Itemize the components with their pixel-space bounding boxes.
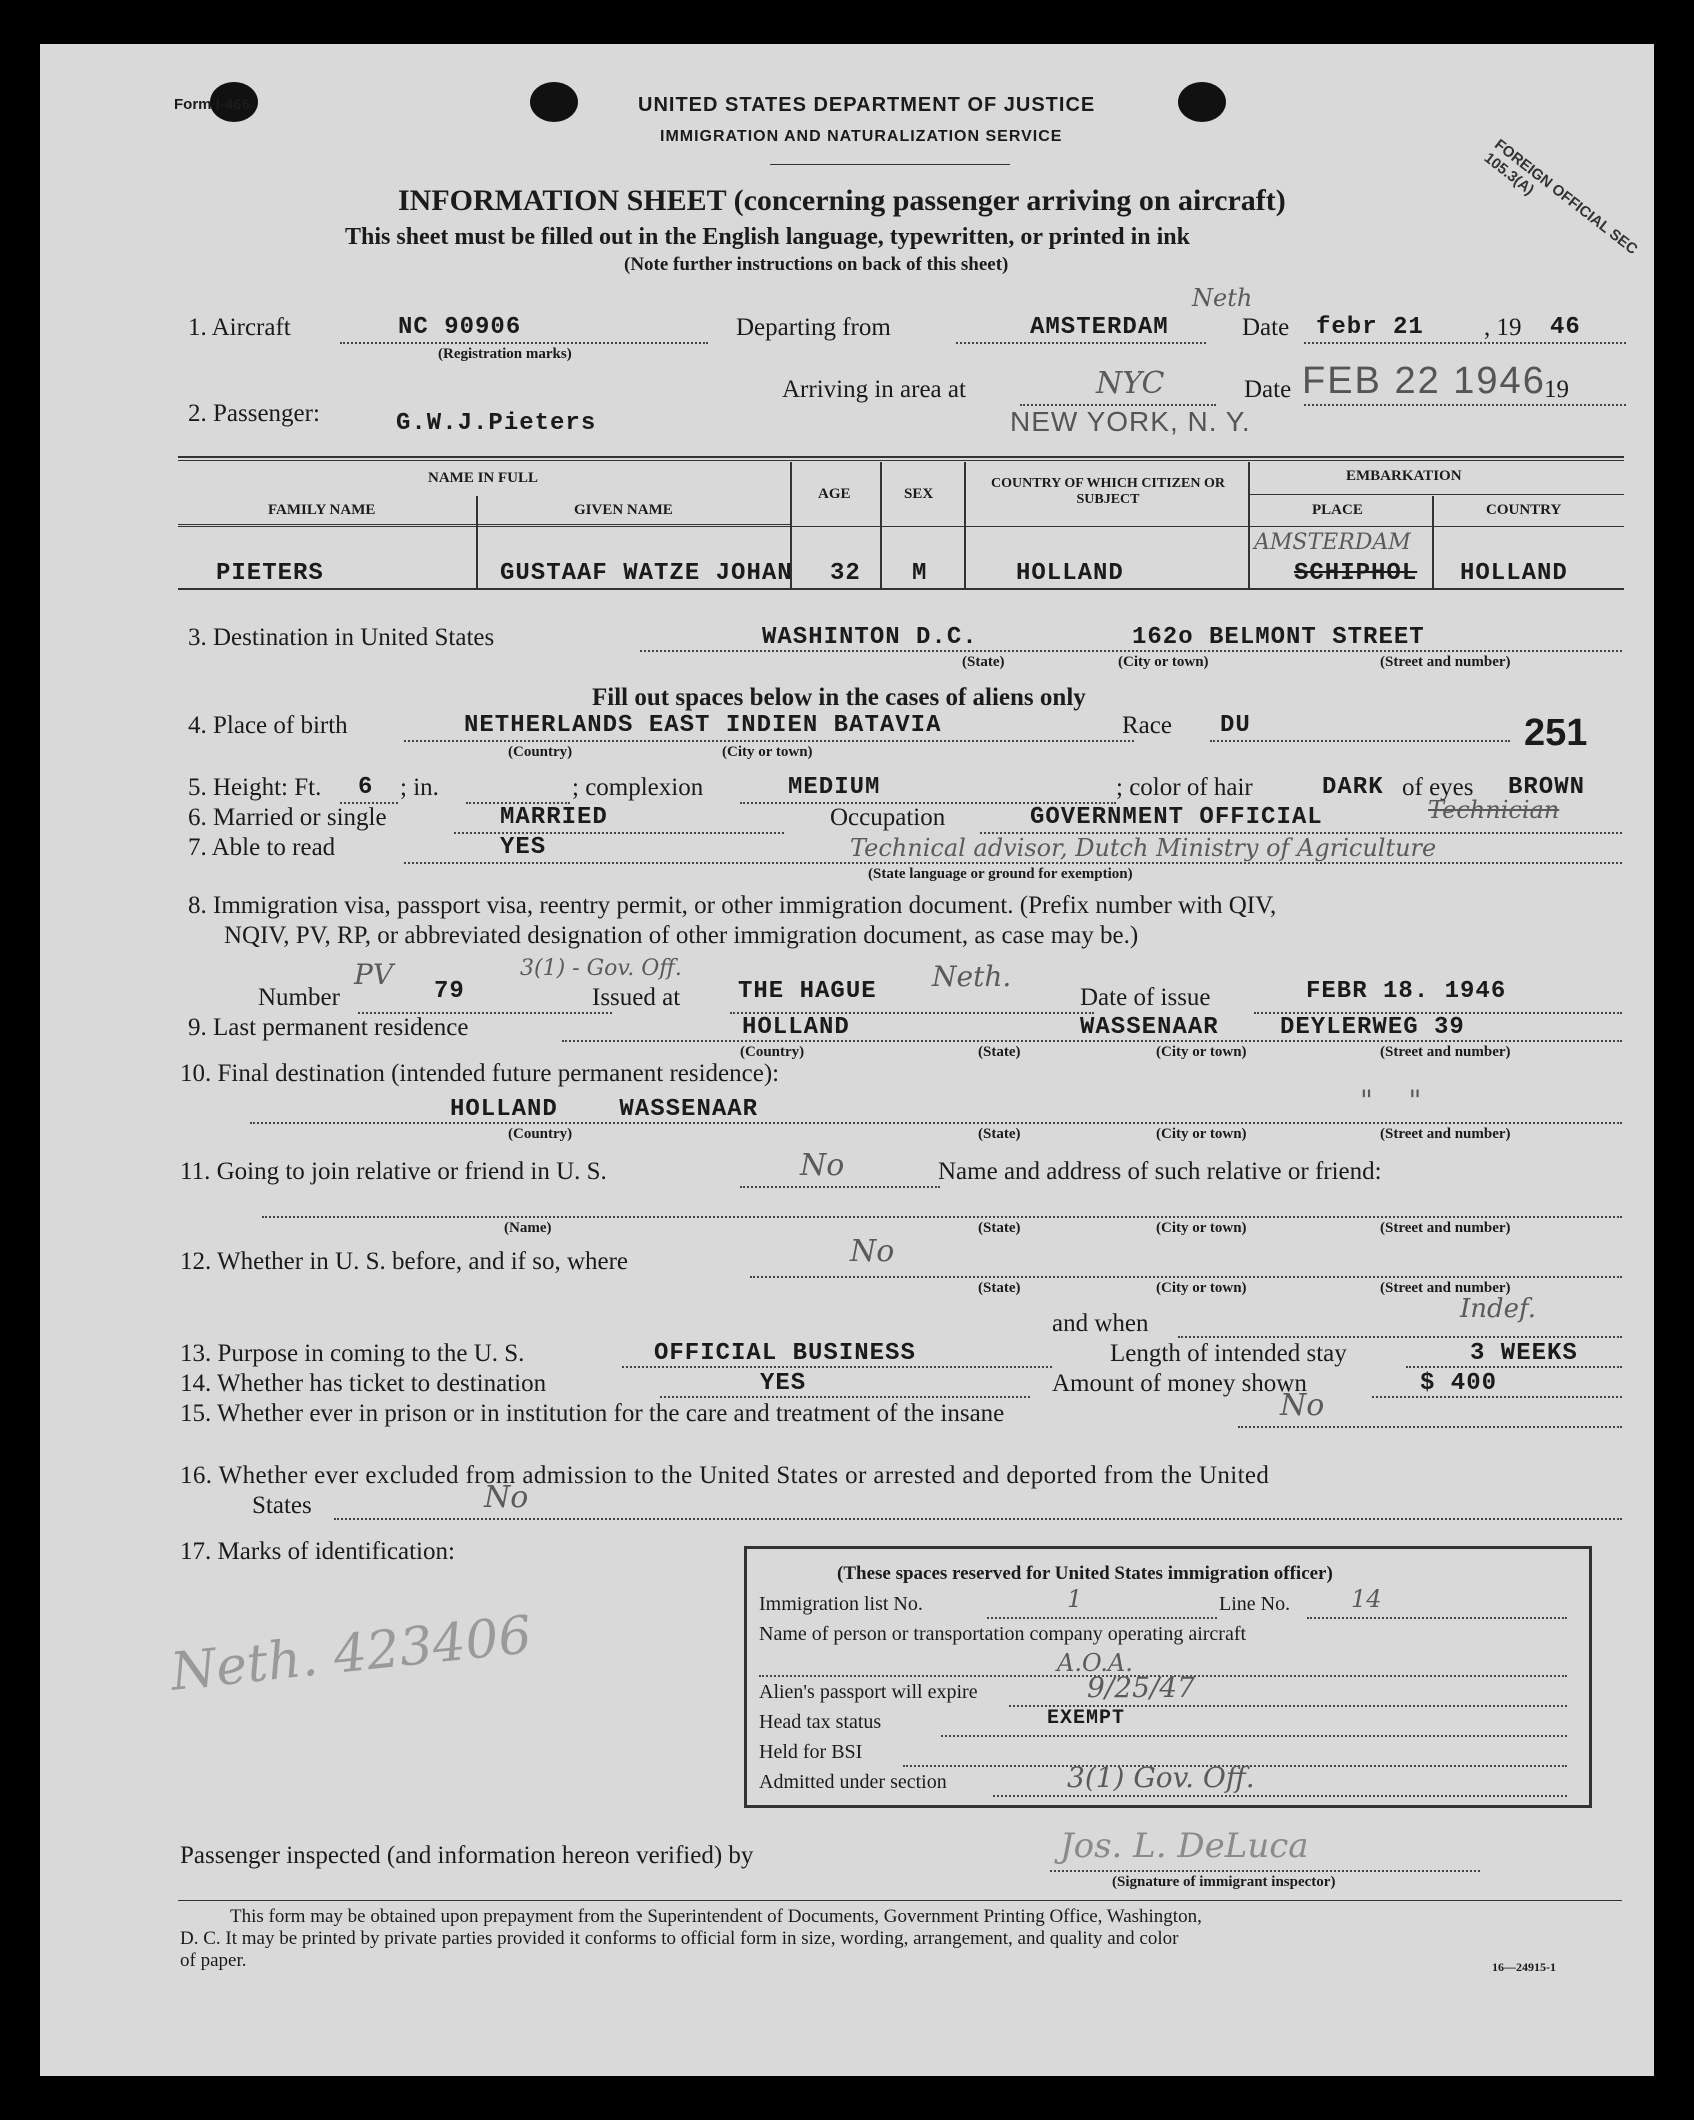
race-line <box>1210 740 1510 742</box>
arriving-hand: NYC <box>1096 366 1165 401</box>
section-line <box>993 1795 1567 1797</box>
read-value: YES <box>500 834 547 861</box>
service: IMMIGRATION AND NATURALIZATION SERVICE <box>660 128 1063 145</box>
company-label: Name of person or transportation company operating aircraft <box>759 1623 1247 1645</box>
footer-line3: of paper. <box>180 1950 247 1971</box>
information-sheet <box>40 44 1654 2076</box>
table-bottom-border <box>178 588 1624 590</box>
arrival-date-stamp: FEB 22 1946 <box>1302 360 1546 402</box>
agency: UNITED STATES DEPARTMENT OF JUSTICE <box>638 94 1096 116</box>
section-label: Admitted under section <box>759 1771 947 1793</box>
destination-street: 162o BELMONT STREET <box>1132 624 1425 651</box>
married-label: 6. Married or single <box>188 804 387 831</box>
subtitle: This sheet must be filled out in the English language, typewritten, or printed in ink <box>345 224 1190 250</box>
table-column-divider <box>1432 496 1434 588</box>
excluded-value: No <box>484 1480 529 1515</box>
birth-label: 4. Place of birth <box>188 712 348 739</box>
height-label: 5. Height: Ft. <box>188 774 322 801</box>
race-value: DU <box>1220 712 1251 739</box>
sex-header: SEX <box>904 486 934 502</box>
arrival-year-prefix: 19 <box>1544 376 1569 403</box>
table-subheader-border <box>178 524 790 525</box>
issued-value: THE HAGUE <box>738 978 877 1005</box>
occupation-hand: Technician <box>1428 796 1560 824</box>
marks-label: 17. Marks of identification: <box>180 1538 455 1565</box>
officer-box <box>744 1546 1592 1808</box>
caption-country: (Country) <box>508 744 573 760</box>
form-id: Form I-466 <box>174 96 250 113</box>
tax-label: Head tax status <box>759 1711 882 1733</box>
ticket-value: YES <box>760 1370 807 1397</box>
race-label: Race <box>1122 712 1172 739</box>
caption-state: (State) <box>978 1044 1021 1060</box>
residence-city: WASSENAAR <box>1080 1014 1219 1041</box>
caption-country: (Country) <box>508 1126 573 1142</box>
hair-label: ; color of hair <box>1116 774 1253 801</box>
number-hand2: 3(1) - Gov. Off. <box>520 956 682 981</box>
before-label: 12. Whether in U. S. before, and if so, where <box>180 1248 629 1275</box>
line-value: 14 <box>1351 1585 1382 1613</box>
table-column-divider <box>1248 462 1250 588</box>
year-prefix: , 19 <box>1484 314 1522 341</box>
relative-address-line <box>262 1216 1622 1218</box>
number-hand: PV <box>354 958 394 991</box>
line-label: Line No. <box>1219 1593 1291 1615</box>
embarkation-header: EMBARKATION <box>1346 468 1462 484</box>
excluded-label-line2: States <box>252 1492 312 1519</box>
money-label: Amount of money shown <box>1052 1370 1307 1397</box>
caption-street: (Street and number) <box>1380 1280 1511 1296</box>
family-name-header: FAMILY NAME <box>268 502 376 518</box>
footer-code: 16—24915-1 <box>1492 1960 1556 1974</box>
residence-street: DEYLERWEG 39 <box>1280 1014 1465 1041</box>
birth-value: NETHERLANDS EAST INDIEN BATAVIA <box>464 712 942 739</box>
issue-date-value: FEBR 18. 1946 <box>1306 978 1507 1005</box>
caption-city: (City or town) <box>722 744 813 760</box>
when-line <box>1178 1336 1622 1338</box>
caption-street: (Street and number) <box>1380 1220 1511 1236</box>
arrival-date-line <box>1304 404 1626 406</box>
punch-hole <box>1178 82 1226 122</box>
table-subheader-border <box>1248 494 1624 495</box>
list-value: 1 <box>1067 1585 1083 1613</box>
number-value: 79 <box>434 978 465 1005</box>
caption-state: (State) <box>978 1220 1021 1236</box>
final-destination-label: 10. Final destination (intended future permanent residence): <box>180 1060 780 1087</box>
married-value: MARRIED <box>500 804 608 831</box>
purpose-label: 13. Purpose in coming to the U. S. <box>180 1340 525 1367</box>
caption-state: (State) <box>978 1126 1021 1142</box>
date-value: febr 21 <box>1316 314 1424 341</box>
name-in-full-header: NAME IN FULL <box>428 470 539 486</box>
company-value: A.O.A. <box>1057 1649 1133 1677</box>
race-code: 251 <box>1524 712 1588 754</box>
caption-country: (Country) <box>740 1044 805 1060</box>
officer-heading: (These spaces reserved for United States immigration officer) <box>837 1563 1333 1584</box>
footer-divider <box>178 1900 1622 1901</box>
read-line <box>404 862 1622 864</box>
issue-date-label: Date of issue <box>1080 984 1211 1011</box>
stay-label: Length of intended stay <box>1110 1340 1347 1367</box>
when-label: and when <box>1052 1310 1149 1337</box>
date-line <box>1304 342 1626 344</box>
visa-label-line2: NQIV, PV, RP, or abbreviated designation of other immigration document, as case may be.) <box>224 922 1139 949</box>
visa-label-line1: 8. Immigration visa, passport visa, reentry permit, or other immigration document. (Prefix number with QIV, <box>188 892 1277 919</box>
caption-state: (State) <box>962 654 1005 670</box>
relative-label: 11. Going to join relative or friend in U. S. <box>180 1158 607 1185</box>
eyes-value: BROWN <box>1508 774 1586 801</box>
prison-value: No <box>1280 1388 1325 1423</box>
row-place-hand: AMSTERDAM <box>1254 530 1411 555</box>
row-citizen: HOLLAND <box>1016 560 1124 587</box>
date-label: Date <box>1242 314 1290 341</box>
caption-city: (City or town) <box>1156 1280 1247 1296</box>
punch-hole <box>530 82 578 122</box>
occupation-value: GOVERNMENT OFFICIAL <box>1030 804 1323 831</box>
table-top-border <box>178 460 1624 461</box>
caption-street: (Street and number) <box>1380 654 1511 670</box>
age-header: AGE <box>818 486 851 502</box>
list-label: Immigration list No. <box>759 1593 923 1615</box>
table-column-divider <box>964 462 966 588</box>
row-given-name: GUSTAAF WATZE JOHAN <box>500 560 793 587</box>
row-country: HOLLAND <box>1460 560 1568 587</box>
caption-state: (State) <box>978 1280 1021 1296</box>
destination-state: WASHINTON D.C. <box>762 624 978 651</box>
departing-line <box>956 342 1206 344</box>
signature: Jos. L. DeLuca <box>1060 1826 1309 1866</box>
money-value: $ 400 <box>1420 1370 1498 1397</box>
height-in-label: ; in. <box>400 774 439 801</box>
caption-city: (City or town) <box>1156 1220 1247 1236</box>
reg-caption: (Registration marks) <box>438 346 572 362</box>
table-column-divider <box>476 496 478 588</box>
divider <box>770 164 1010 165</box>
row-family-name: PIETERS <box>216 560 324 587</box>
arriving-label: Arriving in area at <box>782 376 966 403</box>
height-ft: 6 <box>358 774 374 801</box>
passport-value: 9/25/47 <box>1087 1671 1195 1704</box>
row-sex: M <box>912 560 928 587</box>
note: (Note further instructions on back of this sheet) <box>624 254 1009 275</box>
relative-line <box>740 1186 940 1188</box>
excluded-label-line1: 16. Whether ever excluded from admission to the United States or arrested and deported from the United <box>180 1462 1270 1489</box>
tax-line <box>941 1735 1567 1737</box>
complexion-value: MEDIUM <box>788 774 881 801</box>
relative-value: No <box>800 1148 845 1183</box>
before-value: No <box>850 1234 895 1269</box>
residence-country: HOLLAND <box>742 1014 850 1041</box>
read-caption: (State language or ground for exemption) <box>868 866 1133 882</box>
issued-hand: Neth. <box>932 960 1012 993</box>
purpose-value: OFFICIAL BUSINESS <box>654 1340 916 1367</box>
line-no-line <box>1307 1617 1567 1619</box>
aliens-heading: Fill out spaces below in the cases of aliens only <box>592 684 1086 711</box>
prison-label: 15. Whether ever in prison or in institution for the care and treatment of the insane <box>180 1400 1005 1427</box>
arrival-city-stamp: NEW YORK, N. Y. <box>1010 406 1251 437</box>
place-header: PLACE <box>1312 502 1363 518</box>
country-header: COUNTRY <box>1486 502 1562 518</box>
row-place: SCHIPHOL <box>1294 560 1418 587</box>
departing-hand: Neth <box>1192 284 1253 312</box>
table-header-bottom <box>178 526 1624 527</box>
read-hand: Technical advisor, Dutch Ministry of Agriculture <box>850 834 1437 862</box>
stay-value: 3 WEEKS <box>1470 1340 1578 1367</box>
departing-value: AMSTERDAM <box>1030 314 1169 341</box>
signature-line <box>1050 1870 1480 1872</box>
eyes-label: of eyes <box>1402 774 1474 801</box>
excluded-line <box>334 1518 1622 1520</box>
ticket-label: 14. Whether has ticket to destination <box>180 1370 547 1397</box>
section-value: 3(1) Gov. Off. <box>1067 1761 1255 1794</box>
aircraft-line <box>340 342 708 344</box>
caption-city: (City or town) <box>1118 654 1209 670</box>
passport-label: Alien's passport will expire <box>759 1681 978 1703</box>
marks-hand: Neth. 423406 <box>167 1605 535 1703</box>
footer-line1: This form may be obtained upon prepayment from the Superintendent of Documents, Government Printing Office, Washington, <box>230 1906 1202 1927</box>
number-label: Number <box>258 984 340 1011</box>
arrival-date-label: Date <box>1244 376 1292 403</box>
occupation-label: Occupation <box>830 804 946 831</box>
departing-label: Departing from <box>736 314 891 341</box>
foreign-official-stamp: FOREIGN OFFICIAL SEC 105.3(A) <box>1480 136 1641 259</box>
destination-label: 3. Destination in United States <box>188 624 495 651</box>
list-line <box>987 1617 1217 1619</box>
when-hand: Indef. <box>1460 1294 1537 1324</box>
bsi-label: Held for BSI <box>759 1741 863 1763</box>
page-title: INFORMATION SHEET (concerning passenger arriving on aircraft) <box>398 184 1286 217</box>
row-age: 32 <box>830 560 861 587</box>
issued-label: Issued at <box>592 984 681 1011</box>
hair-value: DARK <box>1322 774 1384 801</box>
citizen-header: COUNTRY OF WHICH CITIZEN OR SUBJECT <box>991 476 1225 507</box>
prison-line <box>1238 1426 1622 1428</box>
caption-city: (City or town) <box>1156 1126 1247 1142</box>
caption-city: (City or town) <box>1156 1044 1247 1060</box>
aircraft-label: 1. Aircraft <box>188 314 291 341</box>
final-destination-value: HOLLAND WASSENAAR <box>450 1096 759 1123</box>
before-line <box>750 1276 1622 1278</box>
passenger-label: 2. Passenger: <box>188 400 320 427</box>
inspected-label: Passenger inspected (and information hereon verified) by <box>180 1842 754 1869</box>
final-destination-ditto: " " <box>1360 1084 1422 1117</box>
table-top-border <box>178 456 1624 458</box>
passenger-value: G.W.J.Pieters <box>396 410 597 437</box>
year-value: 46 <box>1550 314 1581 341</box>
given-name-header: GIVEN NAME <box>574 502 673 518</box>
relative-name-label: Name and address of such relative or friend: <box>938 1158 1382 1185</box>
table-column-divider <box>880 462 882 588</box>
aircraft-value: NC 90906 <box>398 314 522 341</box>
caption-street: (Street and number) <box>1380 1126 1511 1142</box>
signature-caption: (Signature of immigrant inspector) <box>1112 1874 1336 1890</box>
caption-name: (Name) <box>504 1220 552 1236</box>
birth-line <box>404 740 1134 742</box>
footer-line2: D. C. It may be printed by private parties provided it conforms to official form in size, wording, arrangement, and quality and color <box>180 1928 1179 1949</box>
tax-value: EXEMPT <box>1047 1707 1126 1730</box>
read-label: 7. Able to read <box>188 834 336 861</box>
caption-street: (Street and number) <box>1380 1044 1511 1060</box>
ticket-line <box>660 1396 1030 1398</box>
complexion-label: ; complexion <box>572 774 704 801</box>
residence-label: 9. Last permanent residence <box>188 1014 469 1041</box>
